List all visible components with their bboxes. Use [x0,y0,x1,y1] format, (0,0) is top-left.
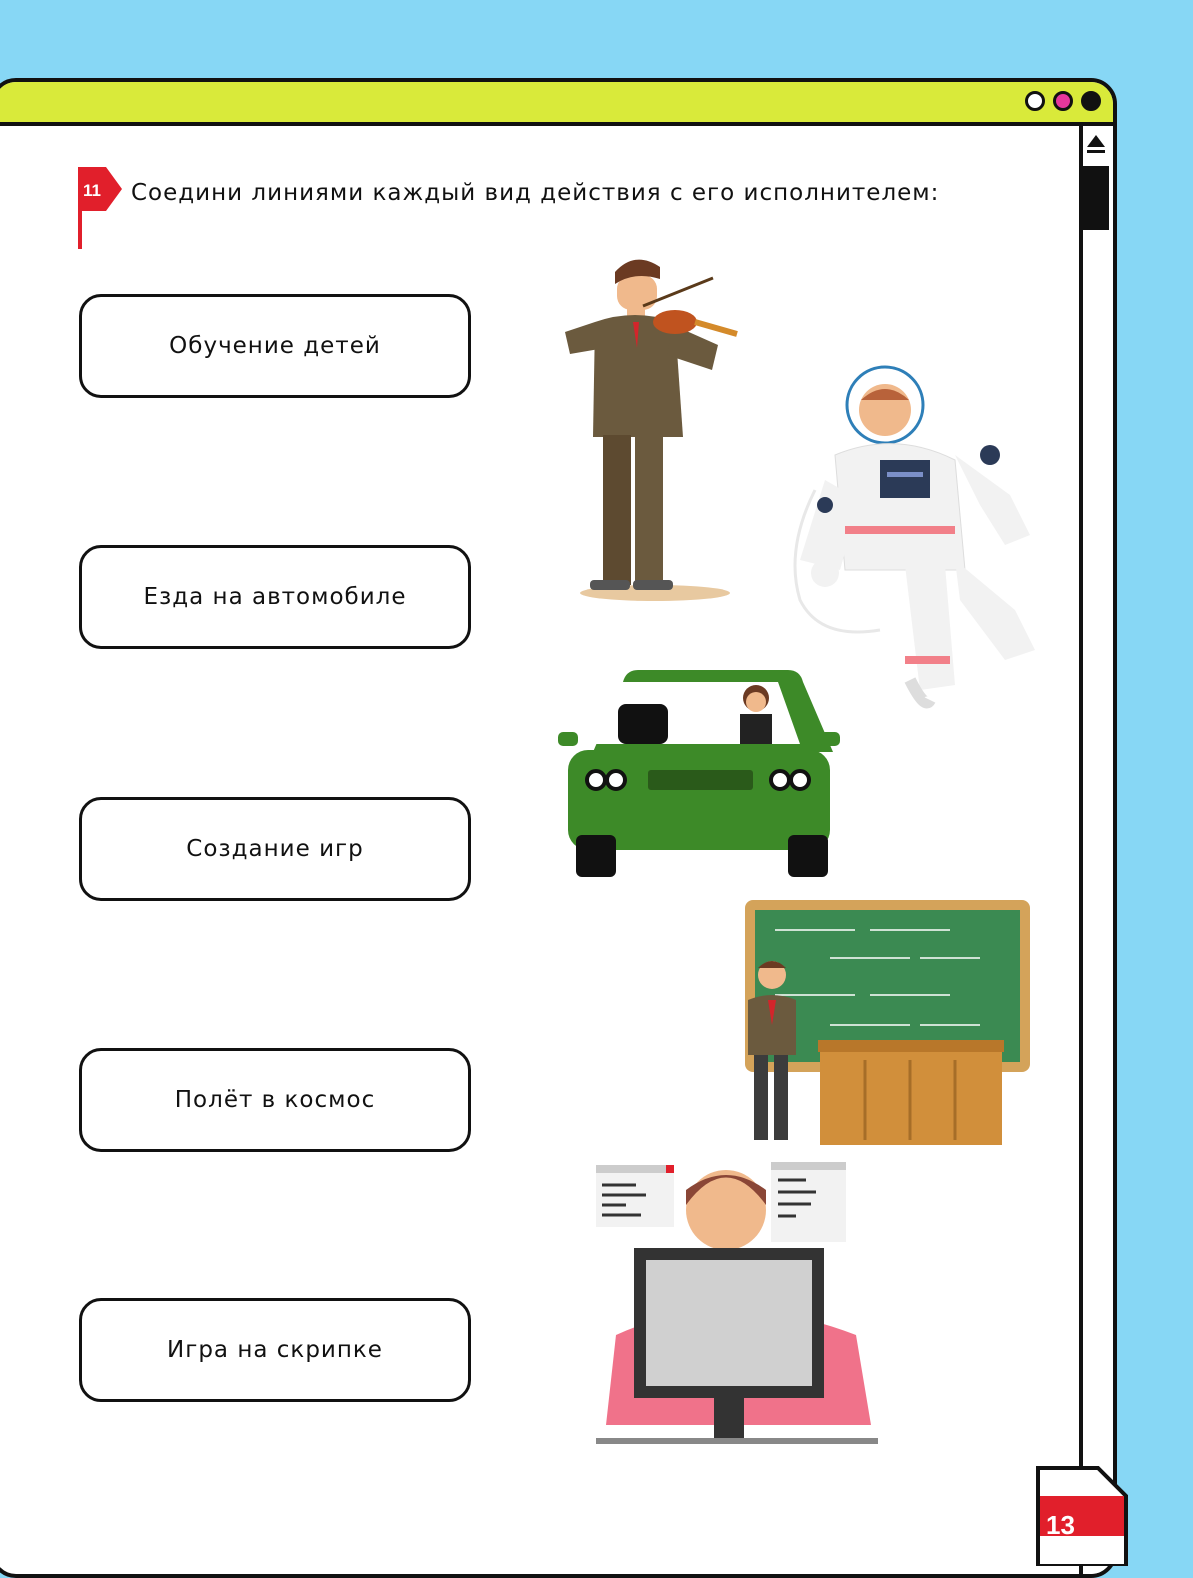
scroll-thumb[interactable] [1083,166,1109,230]
answer-box-driving[interactable] [79,545,471,649]
programmer-illustration[interactable] [596,1160,878,1450]
car-driver-illustration[interactable] [548,660,848,880]
task-instruction: Соедини линиями каждый вид действия с его исполнителем: [131,180,940,206]
black-dot[interactable] [1081,91,1101,111]
teacher-illustration[interactable] [730,900,1032,1150]
window-controls [1025,91,1101,111]
scrollbar[interactable] [1079,126,1113,1574]
answer-box-space[interactable] [79,1048,471,1152]
white-dot[interactable] [1025,91,1045,111]
answer-box-violin[interactable] [79,1298,471,1402]
pink-dot[interactable] [1053,91,1073,111]
task-number: 11 [83,181,101,200]
scroll-up-arrow-icon[interactable] [1083,126,1109,160]
answer-box-game-dev[interactable] [79,797,471,901]
title-bar [0,82,1113,126]
answer-box-label: Создание игр [186,836,364,862]
answer-box-teaching[interactable] [79,294,471,398]
page-number: 13 [1046,1510,1075,1540]
answer-box-label: Езда на автомобиле [143,584,407,610]
answer-box-label: Игра на скрипке [167,1337,383,1363]
violinist-illustration[interactable] [555,250,755,605]
answer-box-label: Обучение детей [169,333,381,359]
answer-box-label: Полёт в космос [174,1087,376,1113]
task-number-flag-icon [78,167,122,249]
